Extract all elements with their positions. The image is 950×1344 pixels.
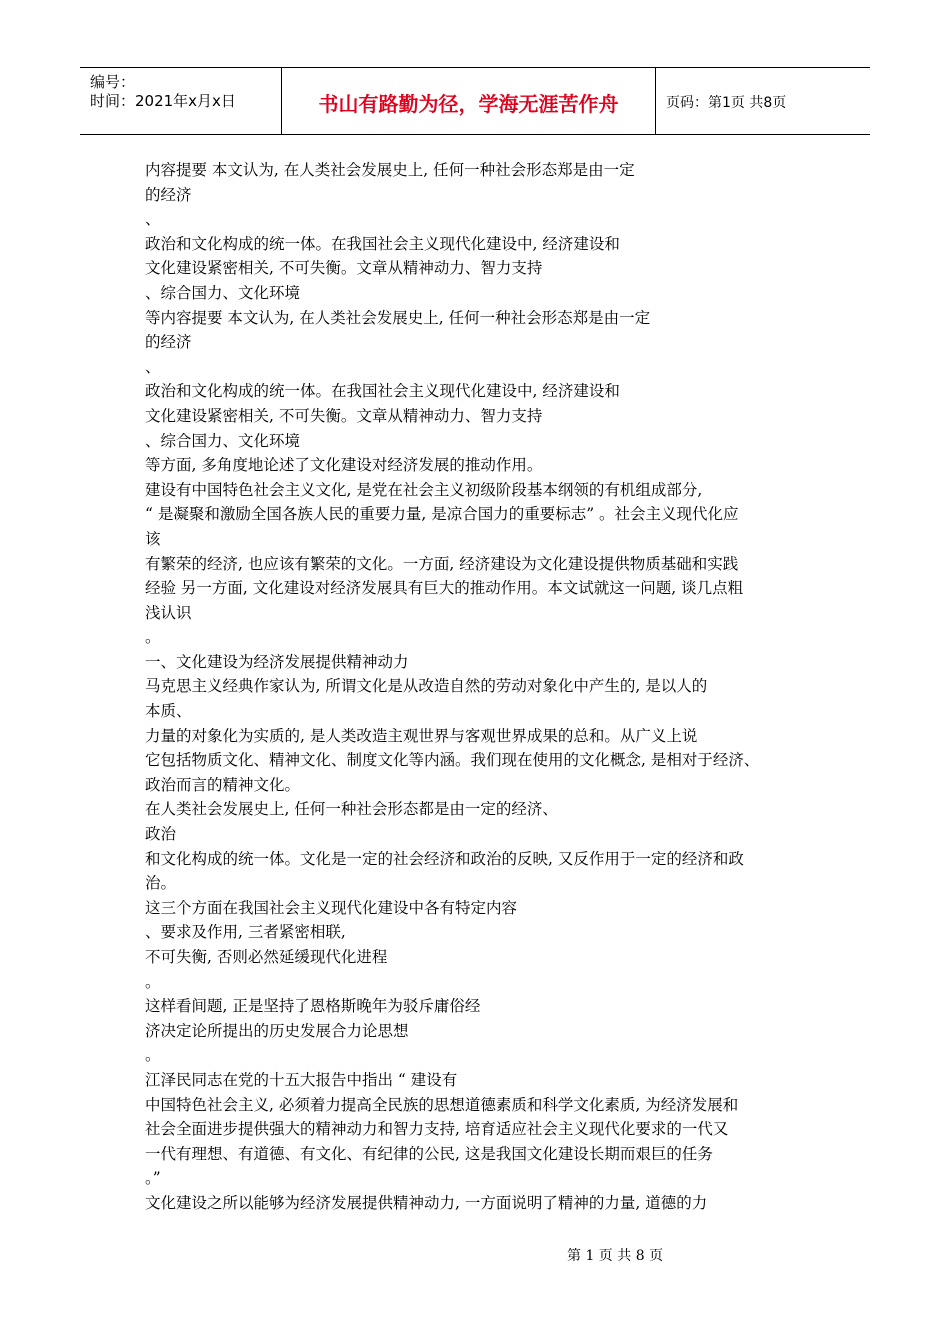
body-line: 文化建设之所以能够为经济发展提供精神动力, 一方面说明了精神的力量, 道德的力 xyxy=(145,1193,708,1212)
body-line: 的经济 xyxy=(145,185,192,204)
body-line: 、 xyxy=(145,357,161,376)
document-body xyxy=(145,158,825,1216)
body-line: 不可失衡, 否则必然延缓现代化进程 xyxy=(145,948,388,966)
body-line: 政治而言的精神文化。 xyxy=(145,775,301,794)
body-line: 政治和文化构成的统一体。在我国社会主义现代化建设中, 经济建设和 xyxy=(145,382,620,401)
body-line: 中国特色社会主义, 必须着力提高全民族的思想道德素质和科学文化素质, 为经济发展和 xyxy=(145,1095,739,1114)
body-line: 。” xyxy=(145,1169,161,1188)
header-info-cell xyxy=(80,68,282,134)
body-line: 文化建设紧密相关, 不可失衡。文章从精神动力、智力支持 xyxy=(145,259,543,278)
body-line: 、综合国力、文化环境 xyxy=(145,283,301,302)
body-line: 经验 另一方面, 文化建设对经济发展具有巨大的推动作用。本文试就这一问题, 谈几点粗 xyxy=(145,579,744,598)
body-line: 江泽民同志在党的十五大报告中指出 “ 建设有 xyxy=(145,1070,458,1089)
body-line: 的经济 xyxy=(145,333,192,352)
body-line: 它包括物质文化、精神文化、制度文化等内涵。我们现在使用的文化概念, 是相对于经济、 xyxy=(145,751,760,770)
body-line: 马克思主义经典作家认为, 所谓文化是从改造自然的劳动对象化中产生的, 是以人的 xyxy=(145,677,708,696)
body-line: 有繁荣的经济, 也应该有繁荣的文化。一方面, 经济建设为文化建设提供物质基础和实践 xyxy=(145,554,739,573)
body-line: 本质、 xyxy=(145,702,192,721)
page-footer: 第 1 页 共 8 页 xyxy=(567,1248,664,1264)
body-line: “ 是凝聚和激励全国各族人民的重要力量, 是凉合国力的重要标志” 。社会主义现代化应 xyxy=(145,505,739,524)
body-line: 力量的对象化为实质的, 是人类改造主观世界与客观世界成果的总和。从广义上说 xyxy=(145,726,698,745)
body-line: 在人类社会发展史上, 任何一种社会形态都是由一定的经济、 xyxy=(145,800,558,819)
header-page-cell xyxy=(656,68,870,134)
body-line: 。 xyxy=(145,972,161,991)
body-line: 这样看间题, 正是坚持了恩格斯晚年为驳斥庸俗经 xyxy=(145,997,481,1016)
doc-number-label: 编号： xyxy=(90,73,136,91)
body-line: 该 xyxy=(145,529,161,548)
body-line: 社会全面进步提供强大的精神动力和智力支持, 培育适应社会主义现代化要求的一代又 xyxy=(145,1120,729,1139)
body-line: 、综合国力、文化环境 xyxy=(145,431,301,450)
body-line: 一代有理想、有道德、有文化、有纪律的公民, 这是我国文化建设长期而艰巨的任务 xyxy=(145,1144,713,1163)
body-line: 建设有中国特色社会主义文化, 是党在社会主义初级阶段基本纲领的有机组成部分, xyxy=(145,480,703,499)
header-motto-cell xyxy=(282,68,656,134)
body-line: 一、文化建设为经济发展提供精神动力 xyxy=(145,652,409,671)
body-line: 浅认识 xyxy=(145,603,192,622)
body-line: 、要求及作用, 三者紧密相联, xyxy=(145,923,346,942)
body-line: 文化建设紧密相关, 不可失衡。文章从精神动力、智力支持 xyxy=(145,406,543,425)
document-header xyxy=(80,67,870,135)
body-line: 内容提要 本文认为, 在人类社会发展史上, 任何一种社会形态郑是由一定 xyxy=(145,161,635,179)
doc-time-label: 时间：2021年x月x日 xyxy=(90,92,236,110)
body-line: 、 xyxy=(145,210,161,229)
body-line: 政治和文化构成的统一体。在我国社会主义现代化建设中, 经济建设和 xyxy=(145,234,620,253)
body-line: 济决定论所提出的历史发展合力论思想 xyxy=(145,1021,409,1040)
body-line: 等方面, 多角度地论述了文化建设对经济发展的推动作用。 xyxy=(145,456,543,475)
body-line: 。 xyxy=(145,1046,161,1065)
body-line: 政治 xyxy=(145,825,177,844)
body-line: 治。 xyxy=(145,874,177,893)
header-motto: 书山有路勤为径，学海无涯苦作舟 xyxy=(318,92,619,116)
body-line: 和文化构成的统一体。文化是一定的社会经济和政治的反映, 又反作用于一定的经济和政 xyxy=(145,849,744,868)
body-line: 这三个方面在我国社会主义现代化建设中各有特定内容 xyxy=(145,898,518,917)
body-line: 等内容提要 本文认为, 在人类社会发展史上, 任何一种社会形态郑是由一定 xyxy=(145,308,651,327)
body-line: 。 xyxy=(145,628,161,647)
header-page-code: 页码：第1页 共8页 xyxy=(666,95,787,111)
